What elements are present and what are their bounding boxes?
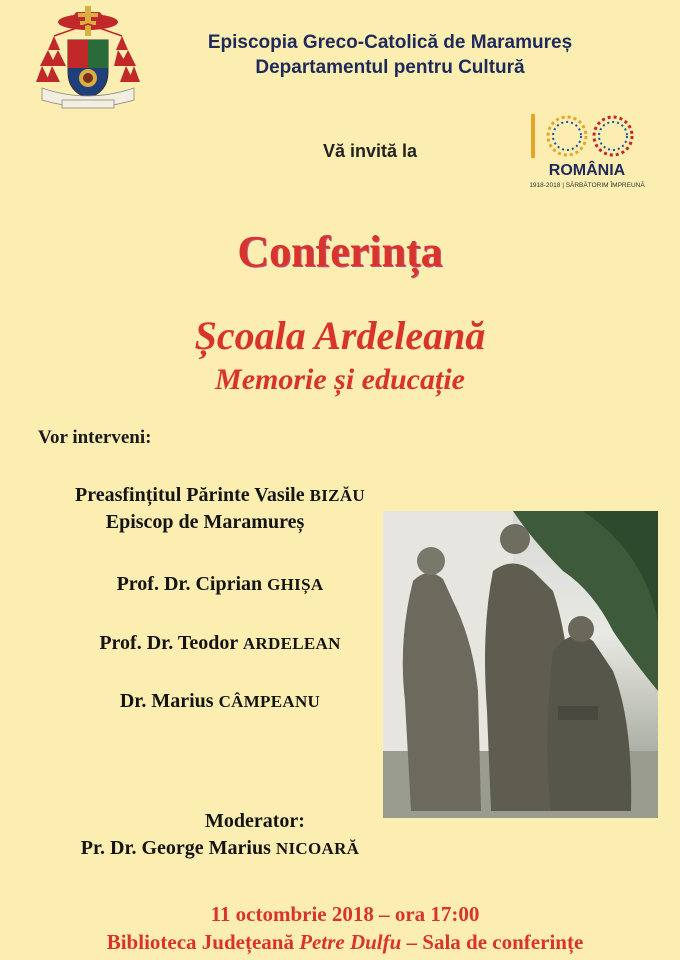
speaker-3-surname: ARDELEAN [242, 634, 341, 653]
venue-library-name: Petre Dulfu [299, 930, 402, 954]
moderator-first-names: Pr. Dr. George Marius [80, 837, 276, 859]
event-venue [0, 930, 680, 955]
venue-part-1: Biblioteca Județeană [106, 930, 300, 954]
logo-tagline: 1918-2018 | SĂRBĂTORIM ÎMPREUNĂ [529, 182, 645, 189]
invite-text: Vă invită la [322, 141, 418, 161]
speaker-2-surname: GHIȘA [267, 575, 324, 594]
speaker-1-role: Episcop de Maramureș [105, 511, 305, 533]
speaker-4-name: Dr. Marius [119, 690, 219, 712]
logo-word: ROMÂNIA [548, 162, 626, 179]
speaker-1 [0, 484, 440, 507]
speaker-3-name: Prof. Dr. Teodor [99, 632, 243, 654]
event-title: Conferința [237, 227, 443, 276]
statue-photo [383, 511, 658, 818]
speaker-2 [0, 573, 440, 596]
speaker-4-surname: CÂMPEANU [218, 692, 321, 711]
speaker-2-name: Prof. Dr. Ciprian [116, 573, 268, 595]
speakers-label: Vor interveni: [38, 427, 152, 448]
speaker-1-name: Preasfințitul Părinte Vasile [75, 484, 310, 506]
department-name: Departamentul pentru Cultură [255, 57, 525, 78]
organization-name: Episcopia Greco-Catolică de Maramureș [207, 32, 573, 53]
speaker-3 [0, 632, 440, 655]
organization-header [150, 30, 630, 80]
speaker-4 [0, 690, 440, 713]
moderator-name [0, 837, 440, 860]
episcopal-crest-icon [34, 6, 142, 110]
venue-part-2: – Sala de conferințe [401, 930, 584, 954]
moderator-surname: NICOARĂ [275, 839, 360, 858]
event-tagline: Memorie și educație [215, 363, 465, 396]
event-date-time: 11 octombrie 2018 – ora 17:00 [210, 902, 480, 926]
moderator-label: Moderator: [205, 810, 305, 832]
speaker-1-surname: BIZĂU [309, 486, 365, 505]
event-subtitle: Școala Ardeleană [194, 313, 486, 358]
romania-100-logo [527, 110, 647, 196]
